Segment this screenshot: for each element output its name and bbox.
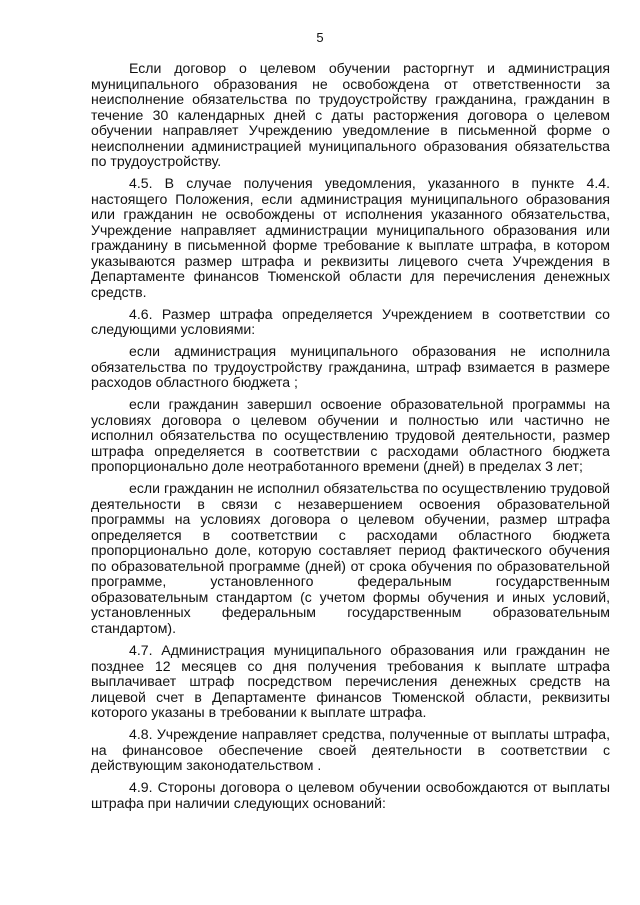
- page-number: 5: [316, 30, 324, 45]
- paragraph-4-5: 4.5. В случае получения уведомления, указанного в пункте 4.4. настоящего Положения, если администрация муниципального образования или гражданин не освобождены от исполнения указанного обязательства, Учреждение направляет администрации муниципального образования или гражданину в письменной форме требование к выплате штрафа, в котором указываются размер штрафа и реквизиты лицевого счета Учреждения в Департаменте финансов Тюменской области для перечисления денежных средств.: [91, 175, 610, 300]
- paragraph-4-6-condition-incomplete-program: если гражданин не исполнил обязательства по осуществлению трудовой деятельности в связи с незавершением освоения образовательной программы на условиях договора о целевом обучении, размер штрафа определяется в соответствии с расходами областного бюджета пропорционально доле, которую составляет период фактического обучения по образовательной программе (дней) от срока обучения по образовательной программе, установленного федеральным государственным образовательным стандартом (с учетом формы обучения и иных условий, установленных федеральным государственным образовательным стандартом).: [91, 480, 610, 636]
- paragraph-4-8: 4.8. Учреждение направляет средства, полученные от выплаты штрафа, на финансовое обеспечение своей деятельности в соответствии с действующим законодательством .: [91, 726, 610, 774]
- paragraph-4-6-condition-administration: если администрация муниципального образования не исполнила обязательства по трудоустройству гражданина, штраф взимается в размере расходов областного бюджета ;: [91, 343, 610, 391]
- document-body: [91, 61, 610, 818]
- paragraph-4-7: 4.7. Администрация муниципального образования или гражданин не позднее 12 месяцев со дня получения требования к выплате штрафа выплачивает штраф посредством перечисления денежных средств на лицевой счет в Департаменте финансов Тюменской области, реквизиты которого указаны в требовании к выплате штрафа.: [91, 642, 610, 721]
- paragraph-4-6: 4.6. Размер штрафа определяется Учреждением в соответствии со следующими условиями:: [91, 305, 610, 338]
- paragraph-4-6-condition-completed-program: если гражданин завершил освоение образовательной программы на условиях договора о целевом обучении и полностью или частично не исполнил обязательства по осуществлению трудовой деятельности, размер штрафа определяется в соответствии с расходами областного бюджета пропорционально доле неотработанного времени (дней) в пределах 3 лет;: [91, 396, 610, 475]
- paragraph-4-4-termination-notice: Если договор о целевом обучении расторгнут и администрация муниципального образования не освобождена от ответственности за неисполнение обязательства по трудоустройству гражданина, гражданин в течение 30 календарных дней с даты расторжения договора о целевом обучении направляет Учреждению уведомление в письменной форме о неисполнении администрацией муниципального образования обязательства по трудоустройству.: [91, 60, 610, 169]
- paragraph-4-9: 4.9. Стороны договора о целевом обучении освобождаются от выплаты штрафа при наличии следующих оснований:: [91, 779, 610, 811]
